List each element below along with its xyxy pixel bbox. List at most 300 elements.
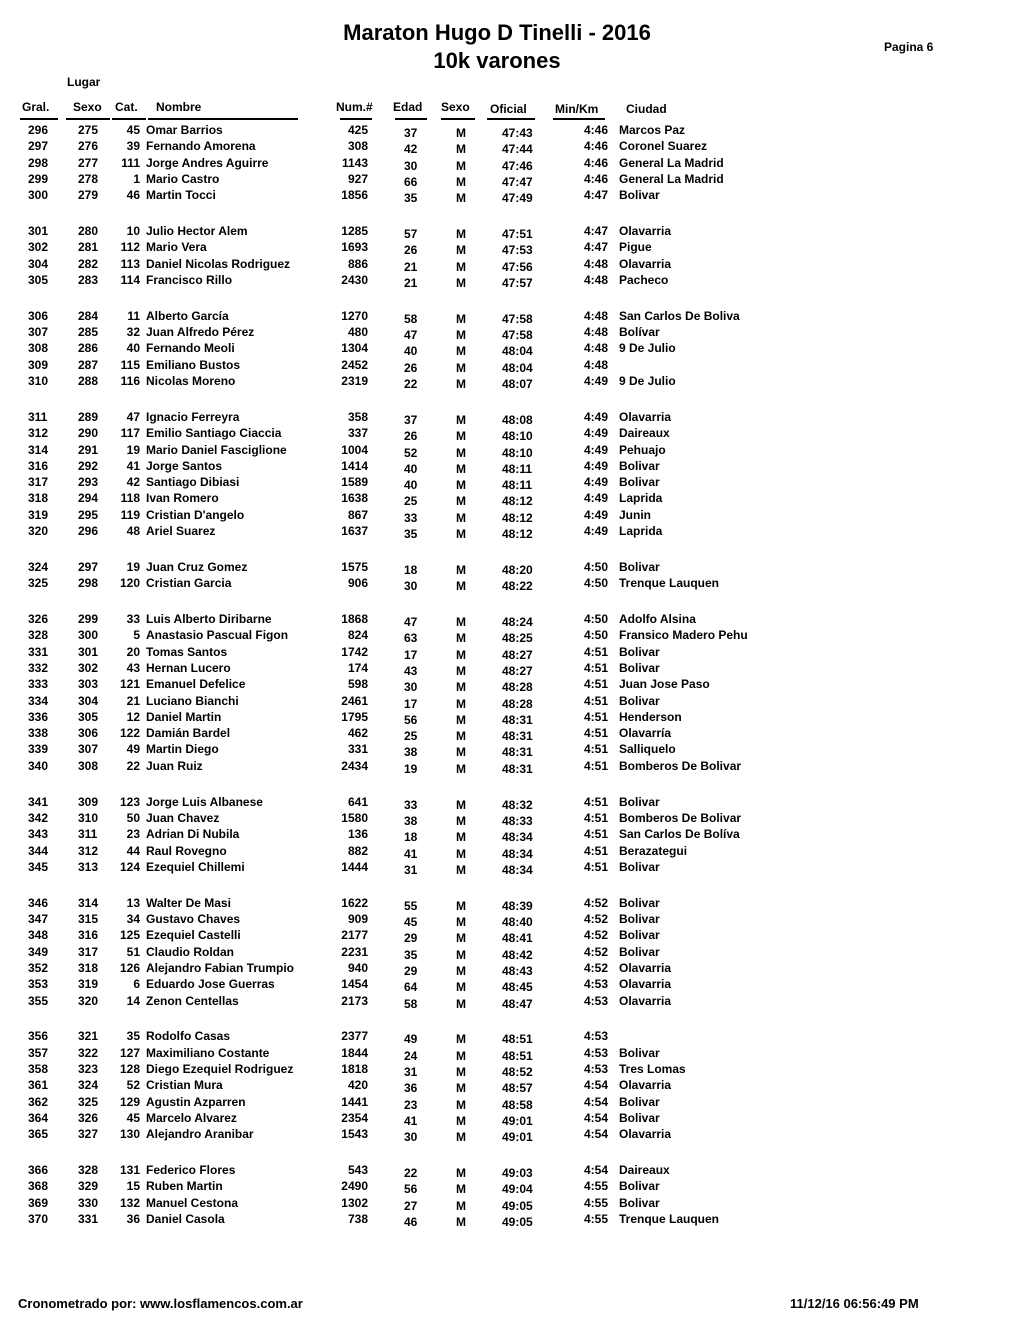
- cell-ciudad: Olavarria: [619, 960, 672, 975]
- cell-sexo: 290: [78, 426, 99, 441]
- cell-minkm: 4:48: [583, 272, 608, 287]
- cell-edad: 18: [404, 830, 418, 845]
- cell-gral: 352: [28, 960, 49, 975]
- cell-nombre: Ariel Suarez: [146, 524, 216, 539]
- cell-edad: 31: [404, 1065, 418, 1079]
- cell-sexo: 331: [78, 1211, 99, 1226]
- cell-sexo: 279: [78, 188, 99, 203]
- cell-num: 420: [347, 1078, 368, 1093]
- cell-nombre: Cristian Mura: [146, 1078, 223, 1093]
- cell-cat: 22: [126, 758, 140, 773]
- cell-oficial: 47:49: [502, 191, 533, 206]
- cell-minkm: 4:52: [583, 928, 608, 943]
- cell-sexo: 277: [78, 155, 99, 170]
- cell-minkm: 4:53: [583, 993, 608, 1008]
- cell-nombre: Juan Alfredo Pérez: [146, 325, 255, 340]
- cell-minkm: 4:47: [583, 240, 608, 255]
- cell-sx: M: [456, 126, 466, 140]
- cell-num: 1795: [341, 709, 368, 724]
- cell-gral: 348: [28, 928, 49, 943]
- cell-gral: 308: [28, 341, 49, 356]
- cell-ciudad: San Carlos De Boliva: [619, 308, 740, 323]
- cell-sx: M: [456, 745, 466, 760]
- cell-sx: M: [456, 615, 466, 630]
- cell-gral: 328: [28, 628, 49, 643]
- cell-sx: M: [456, 275, 466, 290]
- cell-sx: M: [456, 963, 466, 978]
- cell-sx: M: [456, 813, 466, 828]
- cell-sexo: 312: [78, 843, 99, 858]
- table-row: [0, 612, 1024, 628]
- cell-minkm: 4:52: [583, 895, 608, 910]
- cell-num: 927: [347, 171, 368, 186]
- cell-nombre: Santiago Dibiasi: [146, 475, 240, 490]
- cell-gral: 320: [28, 524, 49, 539]
- cell-cat: 127: [119, 1045, 140, 1060]
- cell-cat: 50: [126, 810, 140, 825]
- cell-sx: M: [456, 1032, 466, 1047]
- cell-nombre: Jorge Andres Aguirre: [146, 155, 269, 170]
- cell-ciudad: Bolivar: [619, 1094, 660, 1109]
- cell-num: 337: [347, 426, 368, 441]
- cell-cat: 131: [119, 1163, 140, 1178]
- cell-num: 1856: [341, 188, 368, 203]
- cell-cat: 34: [126, 912, 140, 927]
- cell-edad: 23: [404, 1097, 418, 1112]
- cell-cat: 11: [127, 308, 140, 323]
- table-row: [0, 628, 1024, 644]
- cell-nombre: Hernan Lucero: [146, 660, 231, 675]
- cell-num: 909: [347, 912, 368, 927]
- cell-sx: M: [456, 461, 466, 476]
- cell-gral: 310: [28, 374, 49, 389]
- cell-ciudad: Bolivar: [619, 188, 660, 203]
- cell-ciudad: Bolívar: [619, 325, 660, 340]
- cell-edad: 22: [404, 1166, 418, 1181]
- cell-num: 1543: [341, 1127, 368, 1142]
- cell-num: 1589: [341, 475, 368, 490]
- cell-edad: 57: [404, 227, 418, 242]
- cell-sexo: 307: [78, 742, 99, 757]
- header-edad: Edad: [393, 100, 423, 114]
- cell-gral: 349: [28, 944, 49, 959]
- cell-ciudad: Bolivar: [619, 660, 660, 675]
- cell-num: 2377: [341, 1029, 368, 1044]
- cell-minkm: 4:49: [583, 524, 608, 539]
- cell-edad: 33: [404, 510, 418, 525]
- cell-sx: M: [456, 227, 466, 242]
- cell-ciudad: Coronel Suarez: [619, 139, 708, 154]
- table-row: [0, 896, 1024, 912]
- cell-ciudad: Bomberos De Bolivar: [619, 810, 742, 825]
- cell-oficial: 47:57: [502, 275, 533, 290]
- cell-nombre: Walter De Masi: [146, 895, 231, 910]
- cell-gral: 340: [28, 758, 49, 773]
- cell-nombre: Daniel Casola: [146, 1211, 225, 1226]
- cell-sx: M: [456, 712, 466, 727]
- cell-num: 331: [347, 742, 368, 757]
- cell-cat: 19: [126, 559, 140, 574]
- header-underline: [441, 118, 475, 120]
- cell-nombre: Ezequiel Chillemi: [146, 859, 245, 874]
- table-row: [0, 172, 1024, 188]
- cell-nombre: Emiliano Bustos: [146, 357, 241, 372]
- cell-sexo: 299: [78, 612, 99, 627]
- table-row: [0, 1078, 1024, 1094]
- cell-sx: M: [456, 663, 466, 678]
- cell-cat: 45: [126, 123, 140, 137]
- cell-sx: M: [456, 174, 466, 189]
- cell-ciudad: Bolivar: [619, 944, 660, 959]
- cell-nombre: Omar Barrios: [146, 123, 223, 137]
- cell-num: 2434: [341, 758, 368, 773]
- cell-oficial: 47:47: [502, 174, 533, 189]
- cell-num: 598: [347, 677, 368, 692]
- cell-edad: 17: [404, 696, 418, 711]
- cell-ciudad: Trenque Lauquen: [619, 1211, 720, 1226]
- cell-num: 2177: [341, 928, 368, 943]
- cell-nombre: Cristian Garcia: [146, 576, 232, 591]
- table-row: [0, 240, 1024, 256]
- header-underline: [112, 118, 146, 120]
- cell-cat: 126: [119, 960, 140, 975]
- cell-nombre: Alejandro Aranibar: [146, 1127, 254, 1142]
- cell-minkm: 4:54: [583, 1127, 608, 1142]
- cell-sx: M: [456, 898, 466, 913]
- cell-num: 2490: [341, 1179, 368, 1194]
- cell-edad: 29: [404, 931, 418, 946]
- cell-cat: 122: [119, 726, 140, 741]
- cell-num: 1143: [341, 155, 368, 170]
- cell-oficial: 48:10: [502, 429, 533, 444]
- header-ciudad: Ciudad: [626, 102, 667, 116]
- cell-cat: 23: [126, 827, 140, 842]
- cell-gral: 361: [28, 1078, 49, 1093]
- cell-edad: 22: [404, 377, 418, 392]
- cell-sx: M: [456, 729, 466, 744]
- cell-edad: 40: [404, 478, 418, 493]
- cell-num: 2461: [341, 693, 368, 708]
- cell-edad: 29: [404, 963, 418, 978]
- cell-gral: 307: [28, 325, 49, 340]
- cell-sexo: 301: [78, 644, 99, 659]
- cell-cat: 132: [119, 1195, 140, 1210]
- cell-cat: 13: [126, 895, 140, 910]
- cell-oficial: 48:33: [502, 813, 533, 828]
- cell-ciudad: Olavarria: [619, 256, 672, 271]
- table-row: [0, 1196, 1024, 1212]
- cell-sx: M: [456, 680, 466, 695]
- cell-sexo: 321: [78, 1029, 99, 1044]
- cell-num: 1454: [341, 977, 368, 992]
- cell-oficial: 48:11: [502, 478, 533, 493]
- header-underline: [340, 118, 372, 120]
- cell-gral: 338: [28, 726, 49, 741]
- cell-sx: M: [456, 1198, 466, 1213]
- cell-edad: 35: [404, 947, 418, 962]
- cell-cat: 1: [133, 171, 140, 186]
- cell-gral: 347: [28, 912, 49, 927]
- cell-edad: 40: [404, 344, 418, 359]
- cell-sexo: 284: [78, 308, 99, 323]
- cell-num: 543: [347, 1163, 368, 1178]
- cell-gral: 355: [28, 993, 49, 1008]
- cell-sexo: 300: [78, 628, 99, 643]
- table-row: [0, 459, 1024, 475]
- cell-num: 2231: [341, 944, 368, 959]
- cell-gral: 301: [28, 224, 49, 239]
- cell-nombre: Daniel Martin: [146, 709, 222, 724]
- cell-edad: 37: [404, 126, 418, 140]
- cell-sx: M: [456, 478, 466, 493]
- cell-num: 1693: [341, 240, 368, 255]
- cell-edad: 35: [404, 527, 418, 542]
- cell-ciudad: Olavarria: [619, 1078, 672, 1093]
- cell-sexo: 330: [78, 1195, 99, 1210]
- cell-sx: M: [456, 1182, 466, 1197]
- cell-cat: 49: [126, 742, 140, 757]
- cell-num: 886: [347, 256, 368, 271]
- cell-nombre: Cristian D'angelo: [146, 507, 245, 522]
- cell-cat: 12: [126, 709, 140, 724]
- cell-nombre: Manuel Cestona: [146, 1195, 239, 1210]
- cell-edad: 36: [404, 1081, 418, 1096]
- cell-edad: 40: [404, 461, 418, 476]
- table-row: [0, 827, 1024, 843]
- cell-minkm: 4:51: [583, 742, 608, 757]
- cell-nombre: Maximiliano Costante: [146, 1045, 270, 1060]
- cell-oficial: 48:58: [502, 1097, 533, 1112]
- cell-num: 308: [347, 139, 368, 154]
- cell-cat: 47: [126, 409, 140, 424]
- table-row: [0, 759, 1024, 775]
- cell-edad: 52: [404, 445, 418, 460]
- cell-gral: 343: [28, 827, 49, 842]
- cell-sexo: 327: [78, 1127, 99, 1142]
- header-oficial: Oficial: [490, 102, 527, 116]
- cell-edad: 25: [404, 729, 418, 744]
- cell-edad: 64: [404, 980, 418, 995]
- cell-edad: 38: [404, 745, 418, 760]
- cell-sexo: 310: [78, 810, 99, 825]
- cell-oficial: 48:25: [502, 631, 533, 646]
- cell-sx: M: [456, 1081, 466, 1096]
- cell-oficial: 48:39: [502, 898, 533, 913]
- cell-nombre: Marcelo Alvarez: [146, 1110, 237, 1125]
- cell-oficial: 47:58: [502, 328, 533, 343]
- cell-minkm: 4:48: [583, 308, 608, 323]
- cell-oficial: 48:57: [502, 1081, 533, 1096]
- cell-minkm: 4:51: [583, 726, 608, 741]
- cell-nombre: Ignacio Ferreyra: [146, 409, 240, 424]
- cell-sexo: 295: [78, 507, 99, 522]
- cell-gral: 346: [28, 895, 49, 910]
- cell-oficial: 47:53: [502, 243, 533, 258]
- cell-cat: 119: [120, 507, 140, 522]
- table-row: [0, 524, 1024, 540]
- cell-gral: 364: [28, 1110, 49, 1125]
- cell-oficial: 48:08: [502, 412, 533, 427]
- cell-num: 2430: [341, 272, 368, 287]
- cell-cat: 15: [126, 1179, 140, 1194]
- cell-ciudad: Salliquelo: [619, 742, 676, 757]
- cell-minkm: 4:49: [583, 442, 608, 457]
- cell-minkm: 4:52: [583, 912, 608, 927]
- cell-minkm: 4:49: [583, 491, 608, 506]
- cell-num: 1304: [341, 341, 368, 356]
- table-row: [0, 977, 1024, 993]
- cell-sexo: 316: [78, 928, 99, 943]
- table-row: [0, 710, 1024, 726]
- cell-edad: 26: [404, 243, 418, 258]
- cell-cat: 5: [133, 628, 140, 643]
- cell-edad: 66: [404, 174, 418, 189]
- cell-minkm: 4:48: [583, 325, 608, 340]
- cell-gral: 311: [28, 409, 48, 424]
- table-row: [0, 661, 1024, 677]
- cell-sexo: 317: [78, 944, 99, 959]
- cell-ciudad: Daireaux: [619, 1163, 670, 1178]
- cell-oficial: 48:31: [502, 712, 533, 727]
- cell-ciudad: Laprida: [619, 491, 663, 506]
- cell-edad: 19: [404, 761, 418, 776]
- cell-oficial: 48:04: [502, 360, 533, 375]
- cell-edad: 18: [404, 562, 418, 577]
- cell-cat: 125: [119, 928, 140, 943]
- cell-edad: 31: [404, 862, 418, 877]
- cell-nombre: Ezequiel Castelli: [146, 928, 241, 943]
- cell-gral: 305: [28, 272, 49, 287]
- table-row: [0, 1163, 1024, 1179]
- cell-nombre: Martin Tocci: [146, 188, 216, 203]
- cell-sexo: 297: [78, 559, 99, 574]
- header-sexo2: Sexo: [441, 100, 470, 114]
- cell-cat: 35: [126, 1029, 140, 1044]
- cell-nombre: Luis Alberto Diribarne: [146, 612, 272, 627]
- cell-edad: 41: [404, 1113, 418, 1128]
- table-row: [0, 410, 1024, 426]
- cell-sexo: 305: [78, 709, 99, 724]
- table-row: [0, 726, 1024, 742]
- cell-edad: 47: [404, 328, 418, 343]
- cell-num: 1004: [341, 442, 368, 457]
- cell-sx: M: [456, 1166, 466, 1181]
- cell-ciudad: Bolivar: [619, 859, 660, 874]
- cell-sexo: 275: [78, 123, 99, 137]
- cell-ciudad: San Carlos De Bolíva: [619, 827, 740, 842]
- cell-minkm: 4:48: [583, 341, 608, 356]
- cell-edad: 43: [404, 663, 418, 678]
- cell-ciudad: Olavarria: [619, 224, 672, 239]
- cell-gral: 353: [28, 977, 49, 992]
- cell-sx: M: [456, 243, 466, 258]
- cell-sx: M: [456, 797, 466, 812]
- cell-oficial: 48:34: [502, 862, 533, 877]
- cell-sx: M: [456, 311, 466, 326]
- cell-ciudad: 9 De Julio: [619, 374, 676, 389]
- cell-minkm: 4:54: [583, 1094, 608, 1109]
- cell-oficial: 48:34: [502, 846, 533, 861]
- cell-nombre: Martin Diego: [146, 742, 219, 757]
- cell-minkm: 4:46: [583, 123, 608, 137]
- cell-cat: 39: [126, 139, 140, 154]
- cell-sx: M: [456, 696, 466, 711]
- cell-sexo: 298: [78, 576, 99, 591]
- cell-oficial: 48:52: [502, 1065, 533, 1079]
- cell-num: 940: [347, 960, 368, 975]
- cell-ciudad: 9 De Julio: [619, 341, 676, 356]
- cell-num: 1818: [341, 1062, 368, 1076]
- cell-oficial: 48:43: [502, 963, 533, 978]
- cell-sx: M: [456, 510, 466, 525]
- cell-nombre: Juan Cruz Gomez: [146, 559, 248, 574]
- cell-minkm: 4:53: [583, 1062, 608, 1076]
- cell-minkm: 4:50: [583, 559, 608, 574]
- cell-ciudad: Pacheco: [619, 272, 669, 287]
- cell-sx: M: [456, 862, 466, 877]
- cell-sx: M: [456, 360, 466, 375]
- table-row: [0, 742, 1024, 758]
- cell-oficial: 48:11: [502, 461, 533, 476]
- cell-cat: 52: [126, 1078, 140, 1093]
- cell-nombre: Diego Ezequiel Rodriguez: [146, 1062, 294, 1076]
- cell-sx: M: [456, 142, 466, 157]
- cell-nombre: Mario Vera: [146, 240, 207, 255]
- cell-edad: 47: [404, 615, 418, 630]
- cell-sx: M: [456, 412, 466, 427]
- cell-oficial: 48:10: [502, 445, 533, 460]
- cell-sexo: 292: [78, 458, 99, 473]
- header-gral: Gral.: [22, 100, 50, 114]
- cell-oficial: 48:51: [502, 1048, 533, 1063]
- cell-nombre: Agustin Azparren: [146, 1094, 246, 1109]
- cell-sx: M: [456, 494, 466, 509]
- cell-minkm: 4:51: [583, 660, 608, 675]
- cell-cat: 21: [126, 693, 140, 708]
- table-row: [0, 560, 1024, 576]
- cell-ciudad: Bolivar: [619, 928, 660, 943]
- cell-gral: 333: [28, 677, 49, 692]
- cell-num: 1270: [341, 308, 368, 323]
- cell-ciudad: Marcos Paz: [619, 123, 686, 137]
- cell-sexo: 308: [78, 758, 99, 773]
- cell-nombre: Juan Ruiz: [146, 758, 203, 773]
- cell-ciudad: Bolivar: [619, 559, 660, 574]
- table-row: [0, 358, 1024, 374]
- cell-oficial: 48:45: [502, 980, 533, 995]
- cell-sexo: 325: [78, 1094, 99, 1109]
- cell-cat: 14: [126, 993, 140, 1008]
- cell-nombre: Ivan Romero: [146, 491, 219, 506]
- cell-gral: 319: [28, 507, 49, 522]
- cell-oficial: 47:58: [502, 311, 533, 326]
- cell-edad: 24: [404, 1048, 418, 1063]
- cell-sexo: 311: [78, 827, 98, 842]
- cell-nombre: Jorge Santos: [146, 458, 223, 473]
- cell-oficial: 48:34: [502, 830, 533, 845]
- cell-nombre: Emilio Santiago Ciaccia: [146, 426, 282, 441]
- table-row: [0, 139, 1024, 155]
- cell-cat: 116: [120, 374, 140, 389]
- cell-sexo: 313: [78, 859, 99, 874]
- cell-sexo: 302: [78, 660, 99, 675]
- cell-sexo: 328: [78, 1163, 99, 1178]
- cell-cat: 129: [119, 1094, 140, 1109]
- cell-sx: M: [456, 830, 466, 845]
- cell-nombre: Claudio Roldan: [146, 944, 234, 959]
- cell-oficial: 47:51: [502, 227, 533, 242]
- cell-cat: 40: [126, 341, 140, 356]
